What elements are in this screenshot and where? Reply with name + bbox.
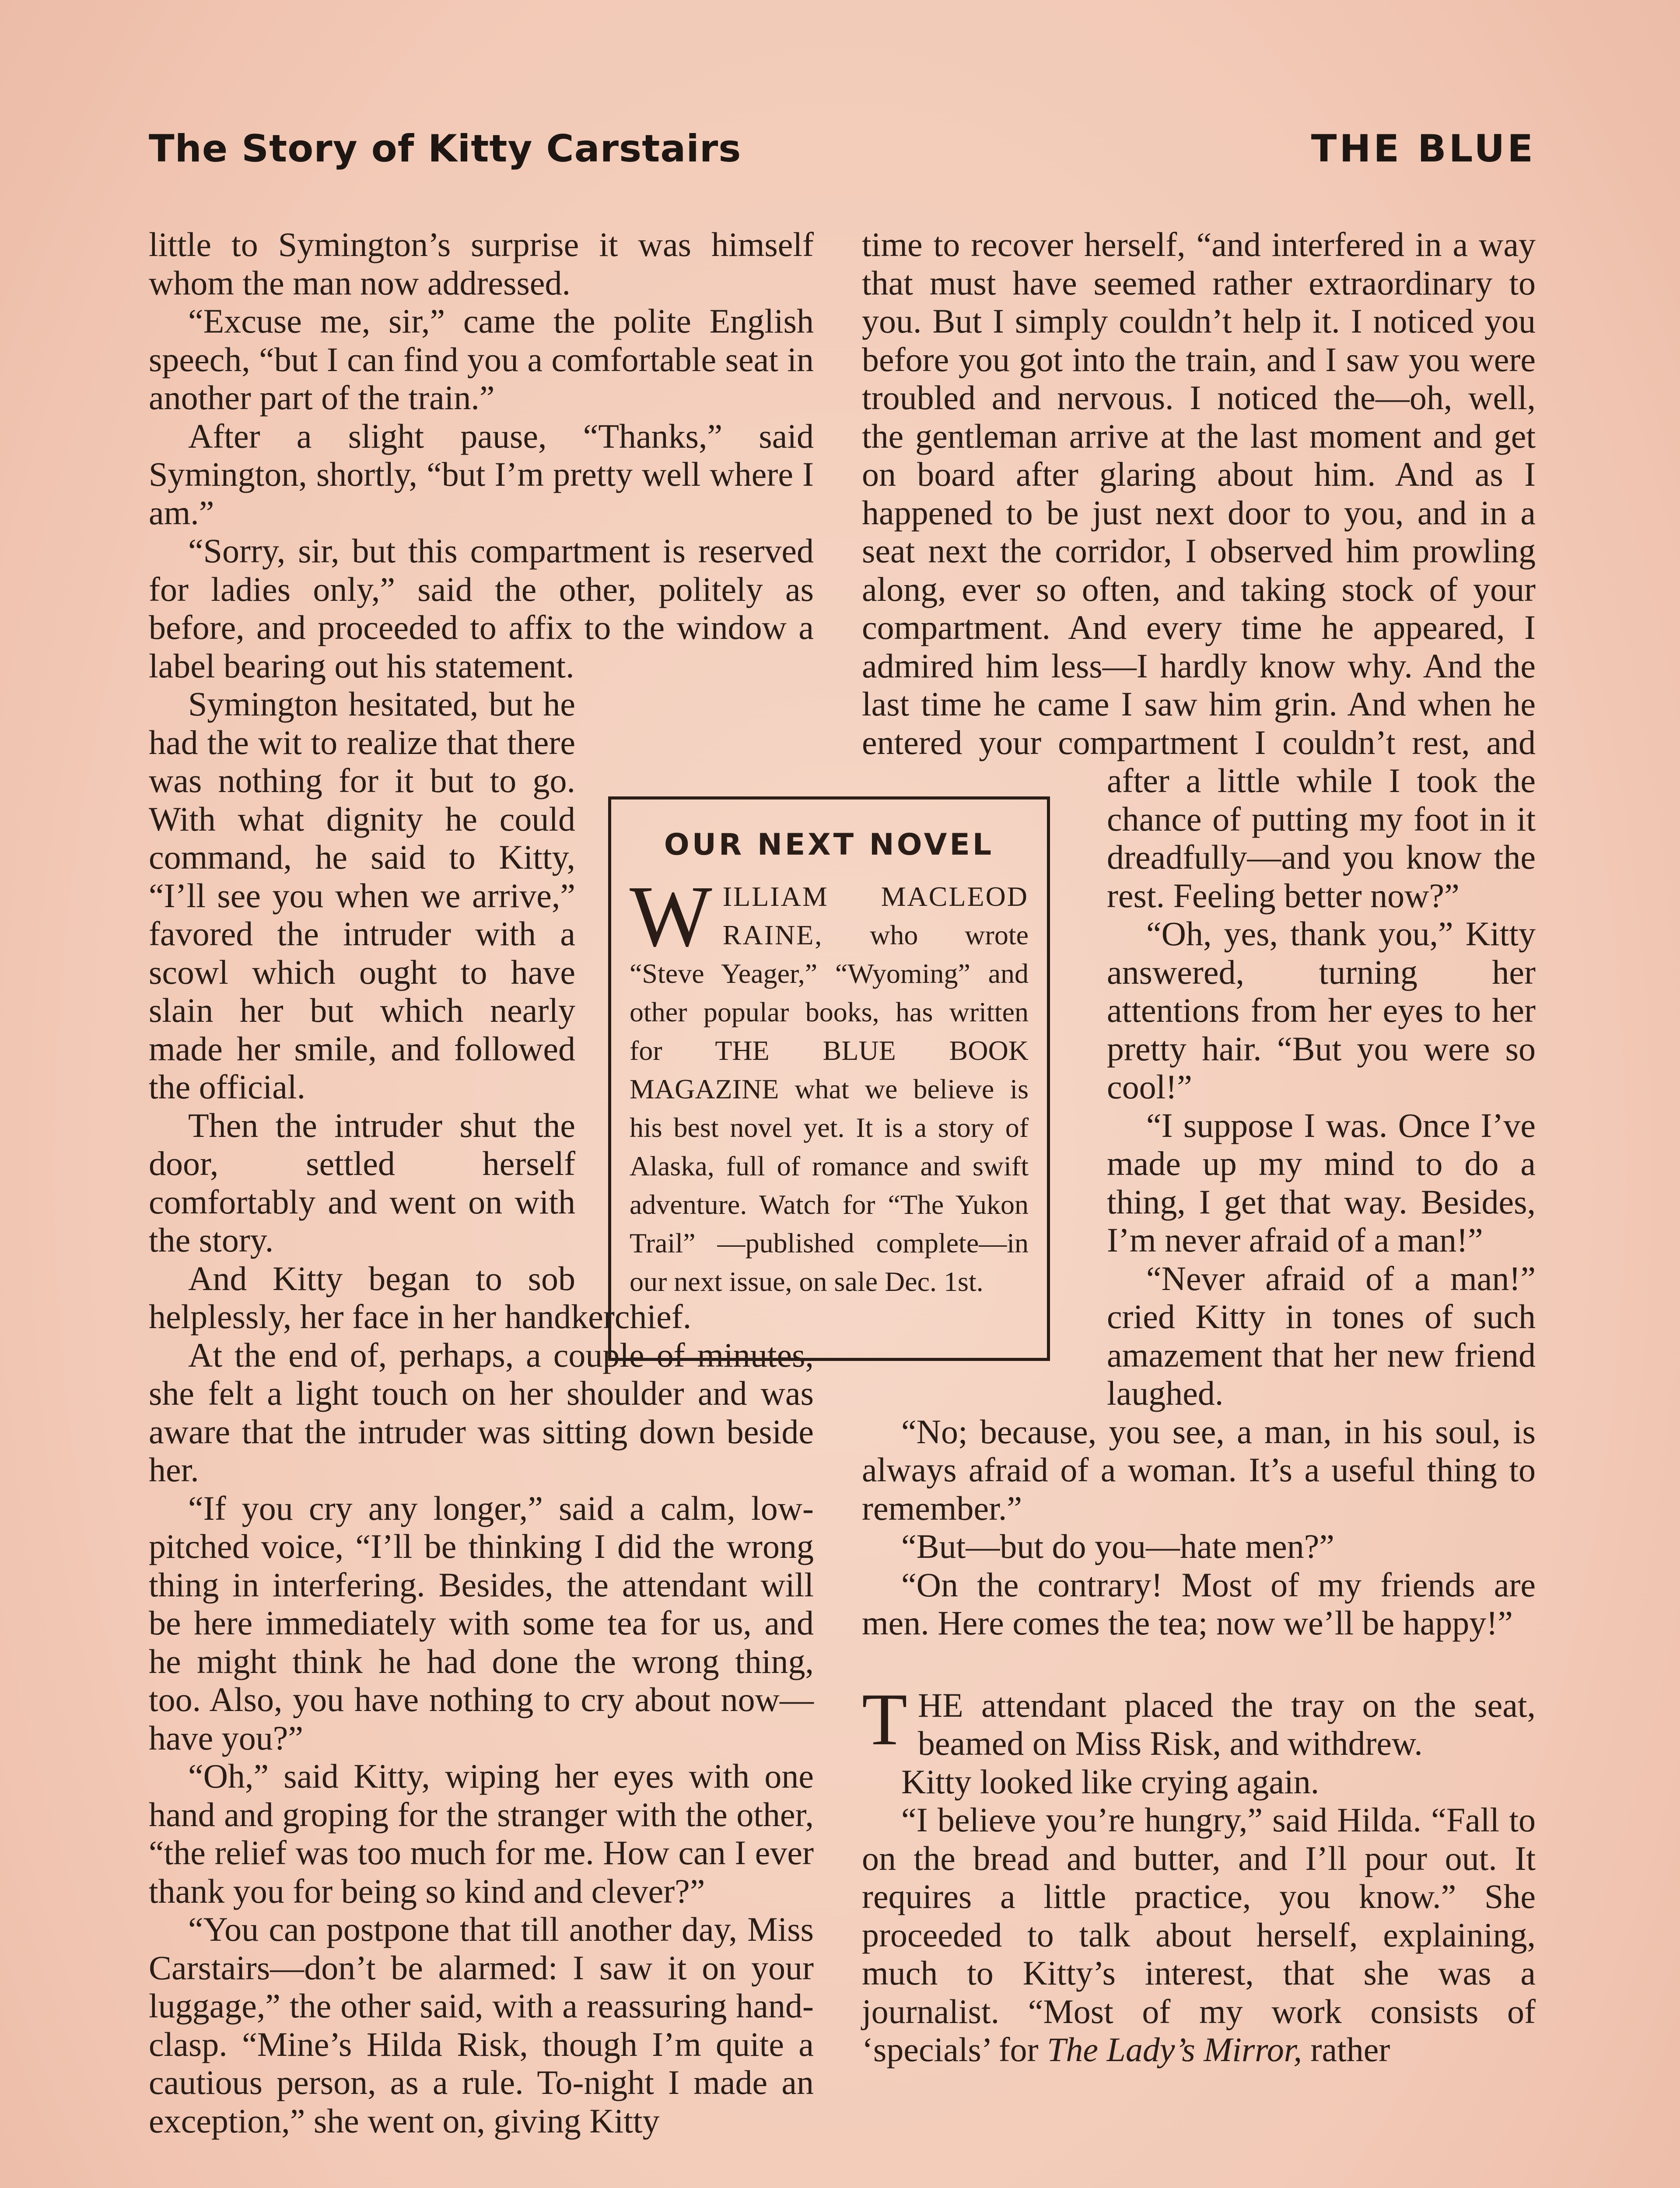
section-break <box>862 1642 1536 1686</box>
section-opening-paragraph <box>862 1678 1536 1763</box>
paragraph-text: “I believe you’re hungry,” said Hilda. “Fall to on the bread and butter, and I’ll pour out. It requires a little practice, you know.” She proceeded to talk about herself, explaining, much to Kitty’s interest, that she was a journalist. “Most of my work consists of ‘specials’ for <box>862 1801 1536 2069</box>
story-title: The Story of Kitty Carstairs <box>149 127 742 171</box>
drop-cap: W <box>630 868 712 965</box>
publication-title: The Lady’s Mirror, <box>1047 2030 1302 2069</box>
paragraph: Then the intruder shut the door, settled herself comfortably and went on with the story. <box>149 1106 575 1259</box>
running-head <box>149 127 1536 184</box>
paragraph: “You can postpone that till another day, Miss Carstairs—don’t be alarmed: I saw it on your luggage,” the other said, with a reassuring hand-clasp. “Mine’s Hilda Risk, though I’m quite a cautious person, as a rule. To-night I made an exception,” she went on, giving Kitty <box>149 1910 814 2140</box>
paragraph: little to Symington’s surprise it was himself whom the man now addressed. <box>149 225 814 302</box>
paragraph: “Never afraid of a man!” cried Kitty in tones of such amazement that her new friend laughed. <box>1107 1259 1536 1412</box>
paragraph: After a slight pause, “Thanks,” said Symington, shortly, “but I’m pretty well where I am.” <box>149 417 814 532</box>
magazine-title: THE BLUE <box>1311 127 1536 171</box>
paragraph: And Kitty began to sob helplessly, her face in her handkerchief. <box>149 1259 692 1336</box>
opening-text: HE attendant placed the tray on the seat, beamed on Miss Risk, and withdrew. <box>917 1686 1536 1762</box>
notice-title: OUR NEXT NOVEL <box>664 828 994 862</box>
paragraph: “I suppose I was. Once I’ve made up my mind to do a thing, I get that way. Besides, I’m never afraid of a man!” <box>1107 1106 1536 1259</box>
paragraph: “Sorry, sir, but this compartment is reserved for ladies only,” said the other, politely as before, and proceeded to affix to the window a label bearing out his statement. <box>149 532 814 685</box>
paragraph: “But—but do you—hate men?” <box>901 1527 1334 1565</box>
paragraph: “Oh, yes, thank you,” Kitty answered, turning her attentions from her eyes to her pretty hair. “But you were so cool!” <box>1107 915 1536 1106</box>
paragraph <box>862 1801 1536 2069</box>
paragraph: Symington hesitated, but he had the wit to realize that there was nothing for it but to go. With what dignity he could command, he said to Kitty, “I’ll see you when we arrive,” favored the intruder with a scowl which ought to have slain her but which nearly made her smile, and followed the official. <box>149 685 575 1106</box>
paragraph: “If you cry any longer,” said a calm, low-pitched voice, “I’ll be thinking I did the wrong thing in interfering. Besides, the attendant will be here immediately with some tea for us, and he might think he had done the wrong thing, too. Also, you have nothing to cry about now—have you?” <box>149 1489 814 1757</box>
paragraph: “Oh,” said Kitty, wiping her eyes with one hand and groping for the stranger with the other, “the relief was too much for me. How can I ever thank you for being so kind and clever?” <box>149 1757 814 1910</box>
next-novel-notice <box>608 796 1050 1361</box>
author-name: ILLIAM MACLEOD RAINE, <box>722 881 1029 950</box>
paragraph: “On the contrary! Most of my friends are men. Here comes the tea; now we’ll be happy!” <box>862 1565 1536 1642</box>
paragraph-tail: rather <box>1302 2030 1390 2069</box>
paragraph: time to recover herself, “and interfered in a way that must have seemed rather extraordinary to you. But I simply couldn’t help it. I noticed you before you got into the train, and I saw you were troubled and nervous. I noticed the—oh, well, the gentleman arrive at the last moment and get on board after glaring about him. And as I happened to be just next door to you, and in a seat next the corridor, I observed him prowling along, ever so often, and taking stock of your compartment. And every time he appeared, I admired him less—I hardly know why. And the last time he came I saw him grin. And when he entered your compartment I couldn’t rest, and after a little while I took the chance of putting my foot in it dreadfully—and you know the rest. Feeling better now?” <box>862 225 1536 915</box>
paragraph: “No; because, you see, a man, in his soul, is always afraid of a woman. It’s a useful thing to remember.” <box>862 1412 1536 1527</box>
paragraph: At the end of, perhaps, a couple of minutes, she felt a light touch on her shoulder and was aware that the intruder was sitting down beside her. <box>149 1336 814 1489</box>
drop-cap: T <box>862 1678 907 1760</box>
notice-text: who wrote “Steve Yeager,” “Wyoming” and other popular books, has written for THE BLUE BOOK MAGAZINE what we believe is his best novel yet. It is a story of Alaska, full of romance and swift adventure. Watch for “The Yukon Trail” —published complete—in our next issue, on sale Dec. 1st. <box>630 919 1029 1297</box>
paragraph: Kitty looked like crying again. <box>901 1762 1320 1801</box>
notice-body <box>630 868 1029 1301</box>
paragraph: “Excuse me, sir,” came the polite English speech, “but I can find you a comfortable seat in another part of the train.” <box>149 302 814 417</box>
